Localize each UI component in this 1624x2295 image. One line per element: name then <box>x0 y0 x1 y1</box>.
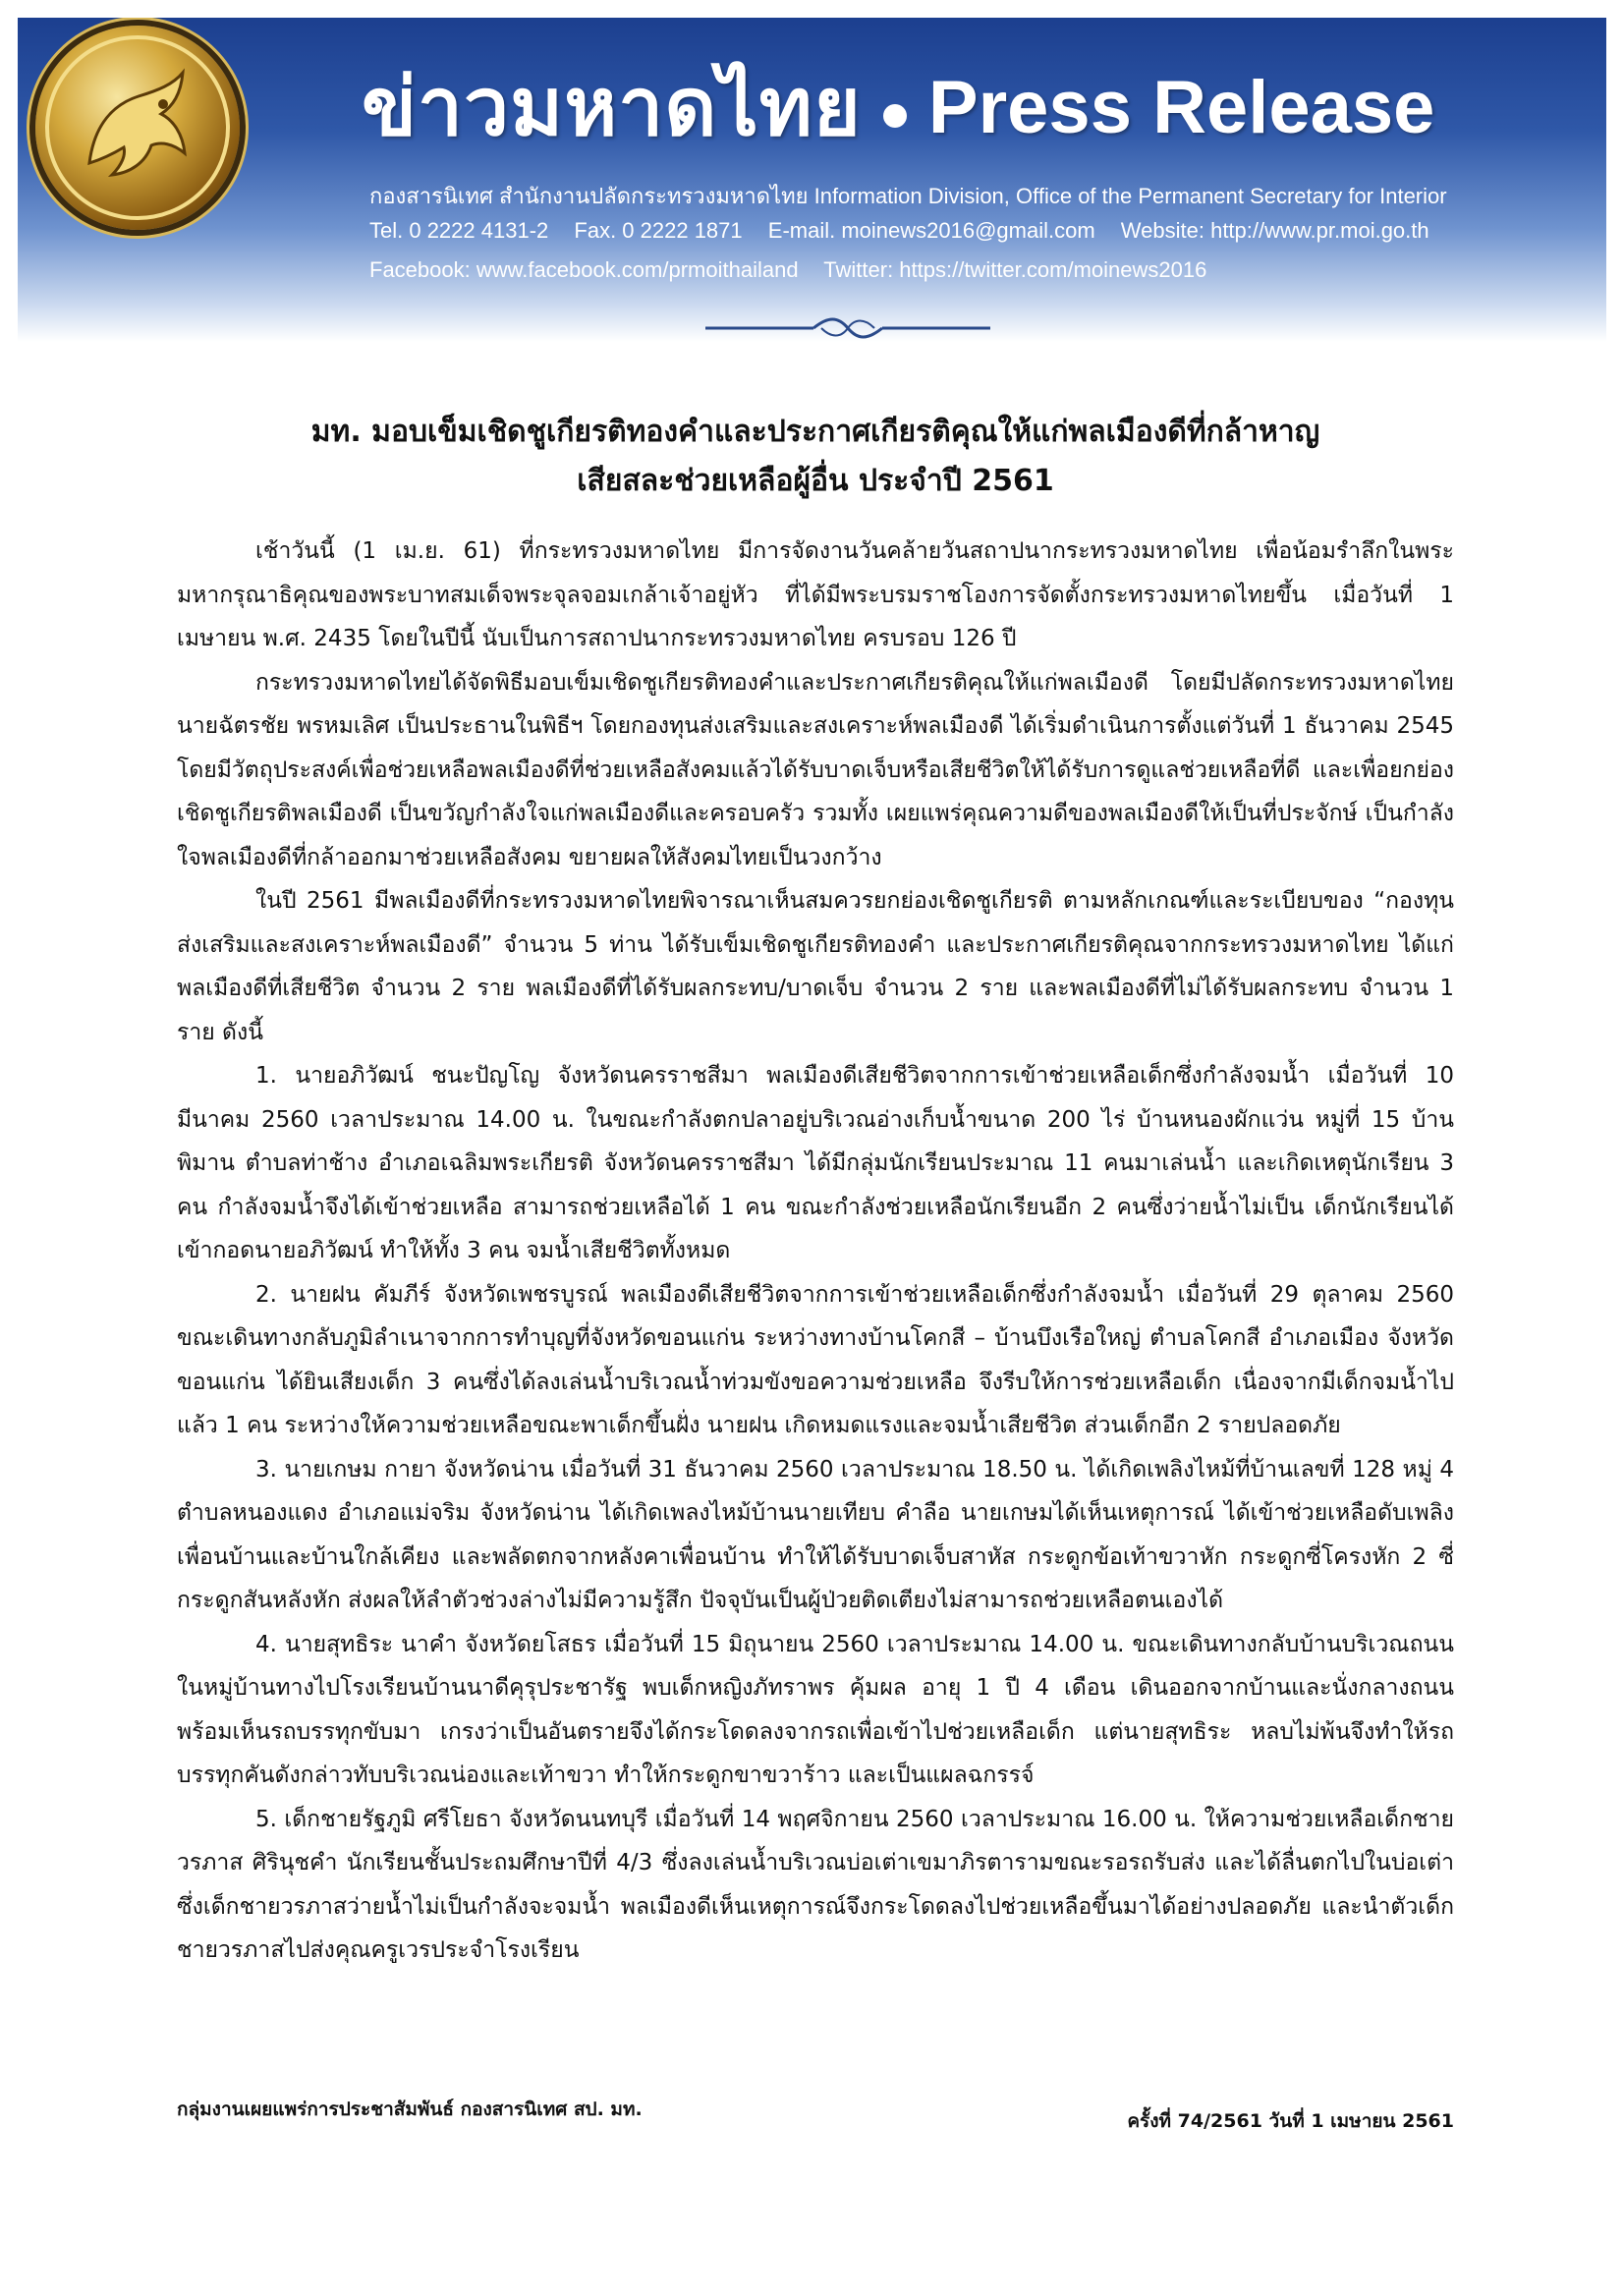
contact-line <box>369 218 1449 244</box>
bullet-dot-icon <box>883 104 907 128</box>
press-release-header <box>18 18 1606 342</box>
headline-line-1: มท. มอบเข็มเชิดชูเกียรติทองคำและประกาศเกียรติคุณให้แก่พลเมืองดีที่กล้าหาญ <box>310 415 1320 449</box>
press-release-body <box>177 408 1454 1973</box>
paragraph-recipient-4: 4. นายสุทธิระ นาคำ จังหวัดยโสธร เมื่อวันที่ 15 มิถุนายน 2560 เวลาประมาณ 14.00 น. ขณะเดินทางกลับบ้านบริเวณถนนในหมู่บ้านทางไปโรงเรียนบ้านนาดีคุรุประชารัฐ พบเด็กหญิงภัทราพร คุ้มผล อายุ 1 ปี 4 เดือน เดินออกจากบ้านและนั่งกลางถนน พร้อมเห็นรถบรรทุกขับมา เกรงว่าเป็นอันตรายจึงได้กระโดดลงจากรถเพื่อเข้าไปช่วยเหลือเด็ก แต่นายสุทธิระ หลบไม่พ้นจึงทำให้รถบรรทุกคันดังกล่าวทับบริเวณน่องและเท้าขวา ทำให้กระดูกขาขวาร้าว และเป็นแผลฉกรรจ์ <box>177 1631 1454 1788</box>
paragraph-recipients-summary: ในปี 2561 มีพลเมืองดีที่กระทรวงมหาดไทยพิจารณาเห็นสมควรยกย่องเชิดชูเกียรติ ตามหลักเกณฑ์และระเบียบของ “กองทุนส่งเสริมและสงเคราะห์พลเมืองดี” จำนวน 5 ท่าน ได้รับเข็มเชิดชูเกียรติทองคำ และประกาศเกียรติคุณจากกระทรวงมหาดไทย ได้แก่ พลเมืองดีที่เสียชีวิต จำนวน 2 ราย พลเมืองดีที่ได้รับผลกระทบ/บาดเจ็บ จำนวน 2 ราย และพลเมืองดีที่ไม่ได้รับผลกระทบ จำนวน 1 ราย ดังนี้ <box>177 888 1454 1045</box>
golden-seal-icon <box>35 26 240 230</box>
contact-website[interactable]: Website: http://www.pr.moi.go.th <box>1120 218 1429 243</box>
paragraph-recipient-5: 5. เด็กชายรัฐภูมิ ศรีโยธา จังหวัดนนทบุรี เมื่อวันที่ 14 พฤศจิกายน 2560 เวลาประมาณ 16.00 น. ให้ความช่วยเหลือเด็กชายวรภาส ศิรินุชคำ นักเรียนชั้นประถมศึกษาปีที่ 4/3 ซึ่งลงเล่นน้ำบริเวณบ่อเต่าเขมาภิรตารามขณะรอรถรับส่ง และได้ลื่นตกไปในบ่อเต่า ซึ่งเด็กชายวรภาสว่ายน้ำไม่เป็นกำลังจะจมน้ำ พลเมืองดีเห็นเหตุการณ์จึงกระโดดลงไปช่วยเหลือขึ้นมาได้อย่างปลอดภัย และนำตัวเด็กชายวรภาสไปส่งคุณครูเวรประจำโรงเรียน <box>177 1806 1454 1963</box>
organization-line: กองสารนิเทศ สำนักงานปลัดกระทรวงมหาดไทย Information Division, Office of the Permanent Secretary for Interior <box>369 184 1447 208</box>
paragraph-recipient-3: 3. นายเกษม กายา จังหวัดน่าน เมื่อวันที่ 31 ธันวาคม 2560 เวลาประมาณ 18.50 น. ได้เกิดเพลิงไหม้ที่บ้านเลขที่ 128 หมู่ 4 ตำบลหนองแดง อำเภอแม่จริม จังหวัดน่าน ได้เกิดเพลงไหม้บ้านนายเทียบ คำลือ นายเกษมได้เห็นเหตุการณ์ ได้เข้าช่วยเหลือดับเพลิงเพื่อนบ้านและบ้านใกล้เคียง และพลัดตกจากหลังคาเพื่อนบ้าน ทำให้ได้รับบาดเจ็บสาหัส กระดูกข้อเท้าขวาหัก กระดูกซี่โครงหัก 2 ซี่ กระดูกสันหลังหัก ส่งผลให้ลำตัวช่วงล่างไม่มีความรู้สึก ปัจจุบันเป็นผู้ป่วยติดเตียงไม่สามารถช่วยเหลือตนเองได้ <box>177 1456 1454 1613</box>
masthead-title <box>362 53 1434 161</box>
masthead-title-english: Press Release <box>927 65 1435 149</box>
contact-fax: Fax. 0 2222 1871 <box>574 218 743 243</box>
facebook-link[interactable]: Facebook: www.facebook.com/prmoithailand <box>369 257 799 282</box>
headline <box>177 408 1454 506</box>
social-line <box>369 257 1226 283</box>
paragraph-recipient-1: 1. นายอภิวัฒน์ ชนะปัญโญ จังหวัดนครราชสีมา พลเมืองดีเสียชีวิตจากการเข้าช่วยเหลือเด็กซึ่งกำลังจมน้ำ เมื่อวันที่ 10 มีนาคม 2560 เวลาประมาณ 14.00 น. ในขณะกำลังตกปลาอยู่บริเวณอ่างเก็บน้ำขนาด 200 ไร่ บ้านหนองผักแว่น หมู่ที่ 15 บ้านพิมาน ตำบลท่าช้าง อำเภอเฉลิมพระเกียรติ จังหวัดนครราชสีมา ได้มีกลุ่มนักเรียนประมาณ 11 คนมาเล่นน้ำ และเกิดเหตุนักเรียน 3 คน กำลังจมน้ำจึงได้เข้าช่วยเหลือ สามารถช่วยเหลือได้ 1 คน ขณะกำลังช่วยเหลือนักเรียนอีก 2 คนซึ่งว่ายน้ำไม่เป็น เด็กนักเรียนได้เข้ากอดนายอภิวัฒน์ ทำให้ทั้ง 3 คน จมน้ำเสียชีวิตทั้งหมด <box>177 1063 1454 1263</box>
paragraph-intro: เช้าวันนี้ (1 เม.ย. 61) ที่กระทรวงมหาดไทย มีการจัดงานวันคล้ายวันสถาปนากระทรวงมหาดไทย เพื่อน้อมรำลึกในพระมหากรุณาธิคุณของพระบาทสมเด็จพระจุลจอมเกล้าเจ้าอยู่หัว ที่ได้มีพระบรมราชโองการจัดตั้งกระทรวงมหาดไทยขึ้น เมื่อวันที่ 1 เมษายน พ.ศ. 2435 โดยในปีนี้ นับเป็นการสถาปนากระทรวงมหาดไทย ครบรอบ 126 ปี <box>177 538 1454 651</box>
headline-line-2: เสียสละช่วยเหลือผู้อื่น ประจำปี 2561 <box>577 464 1054 498</box>
contact-tel: Tel. 0 2222 4131-2 <box>369 218 549 243</box>
masthead-title-thai: ข่าวมหาดไทย <box>362 61 862 154</box>
footer-source: กลุ่มงานเผยแพร่การประชาสัมพันธ์ กองสารนิเทศ สป. มท. <box>177 2099 643 2120</box>
paragraph-ceremony: กระทรวงมหาดไทยได้จัดพิธีมอบเข็มเชิดชูเกียรติทองคำและประกาศเกียรติคุณให้แก่พลเมืองดี โดยมีปลัดกระทรวงมหาดไทย นายฉัตรชัย พรหมเลิศ เป็นประธานในพิธีฯ โดยกองทุนส่งเสริมและสงเคราะห์พลเมืองดี ได้เริ่มดำเนินการตั้งแต่วันที่ 1 ธันวาคม 2545 โดยมีวัตถุประสงค์เพื่อช่วยเหลือพลเมืองดีที่ช่วยเหลือสังคมแล้วได้รับบาดเจ็บหรือเสียชีวิตให้ได้รับการดูแลช่วยเหลือที่ดี และเพื่อยกย่องเชิดชูเกียรติพลเมืองดี เป็นขวัญกำลังใจแก่พลเมืองดีและครอบครัว รวมทั้ง เผยแพร่คุณความดีของพลเมืองดีให้เป็นที่ประจักษ์ เป็นกำลังใจพลเมืองดีที่กล้าออกมาช่วยเหลือสังคม ขยายผลให้สังคมไทยเป็นวงกว้าง <box>177 669 1454 870</box>
seal-emblem <box>35 26 240 230</box>
paragraph-recipient-2: 2. นายฝน คัมภีร์ จังหวัดเพชรบูรณ์ พลเมืองดีเสียชีวิตจากการเข้าช่วยเหลือเด็กซึ่งกำลังจมน้ำ เมื่อวันที่ 29 ตุลาคม 2560 ขณะเดินทางกลับภูมิลำเนาจากการทำบุญที่จังหวัดขอนแก่น ระหว่างทางบ้านโคกสี – บ้านบึงเรือใหญ่ ตำบลโคกสี อำเภอเมือง จังหวัดขอนแก่น ได้ยินเสียงเด็ก 3 คนซึ่งได้ลงเล่นน้ำบริเวณน้ำท่วมขังขอความช่วยเหลือ จึงรีบให้การช่วยเหลือเด็ก เนื่องจากมีเด็กจมน้ำไปแล้ว 1 คน ระหว่างให้ความช่วยเหลือขณะพาเด็กขึ้นฝั่ง นายฝน เกิดหมดแรงและจมน้ำเสียชีวิต ส่วนเด็กอีก 2 รายปลอดภัย <box>177 1281 1454 1438</box>
contact-email[interactable]: E-mail. moinews2016@gmail.com <box>767 218 1095 243</box>
ornamental-divider <box>705 316 990 340</box>
twitter-link[interactable]: Twitter: https://twitter.com/moinews2016 <box>823 257 1207 282</box>
footer-reference: ครั้งที่ 74/2561 วันที่ 1 เมษายน 2561 <box>1127 2110 1454 2132</box>
